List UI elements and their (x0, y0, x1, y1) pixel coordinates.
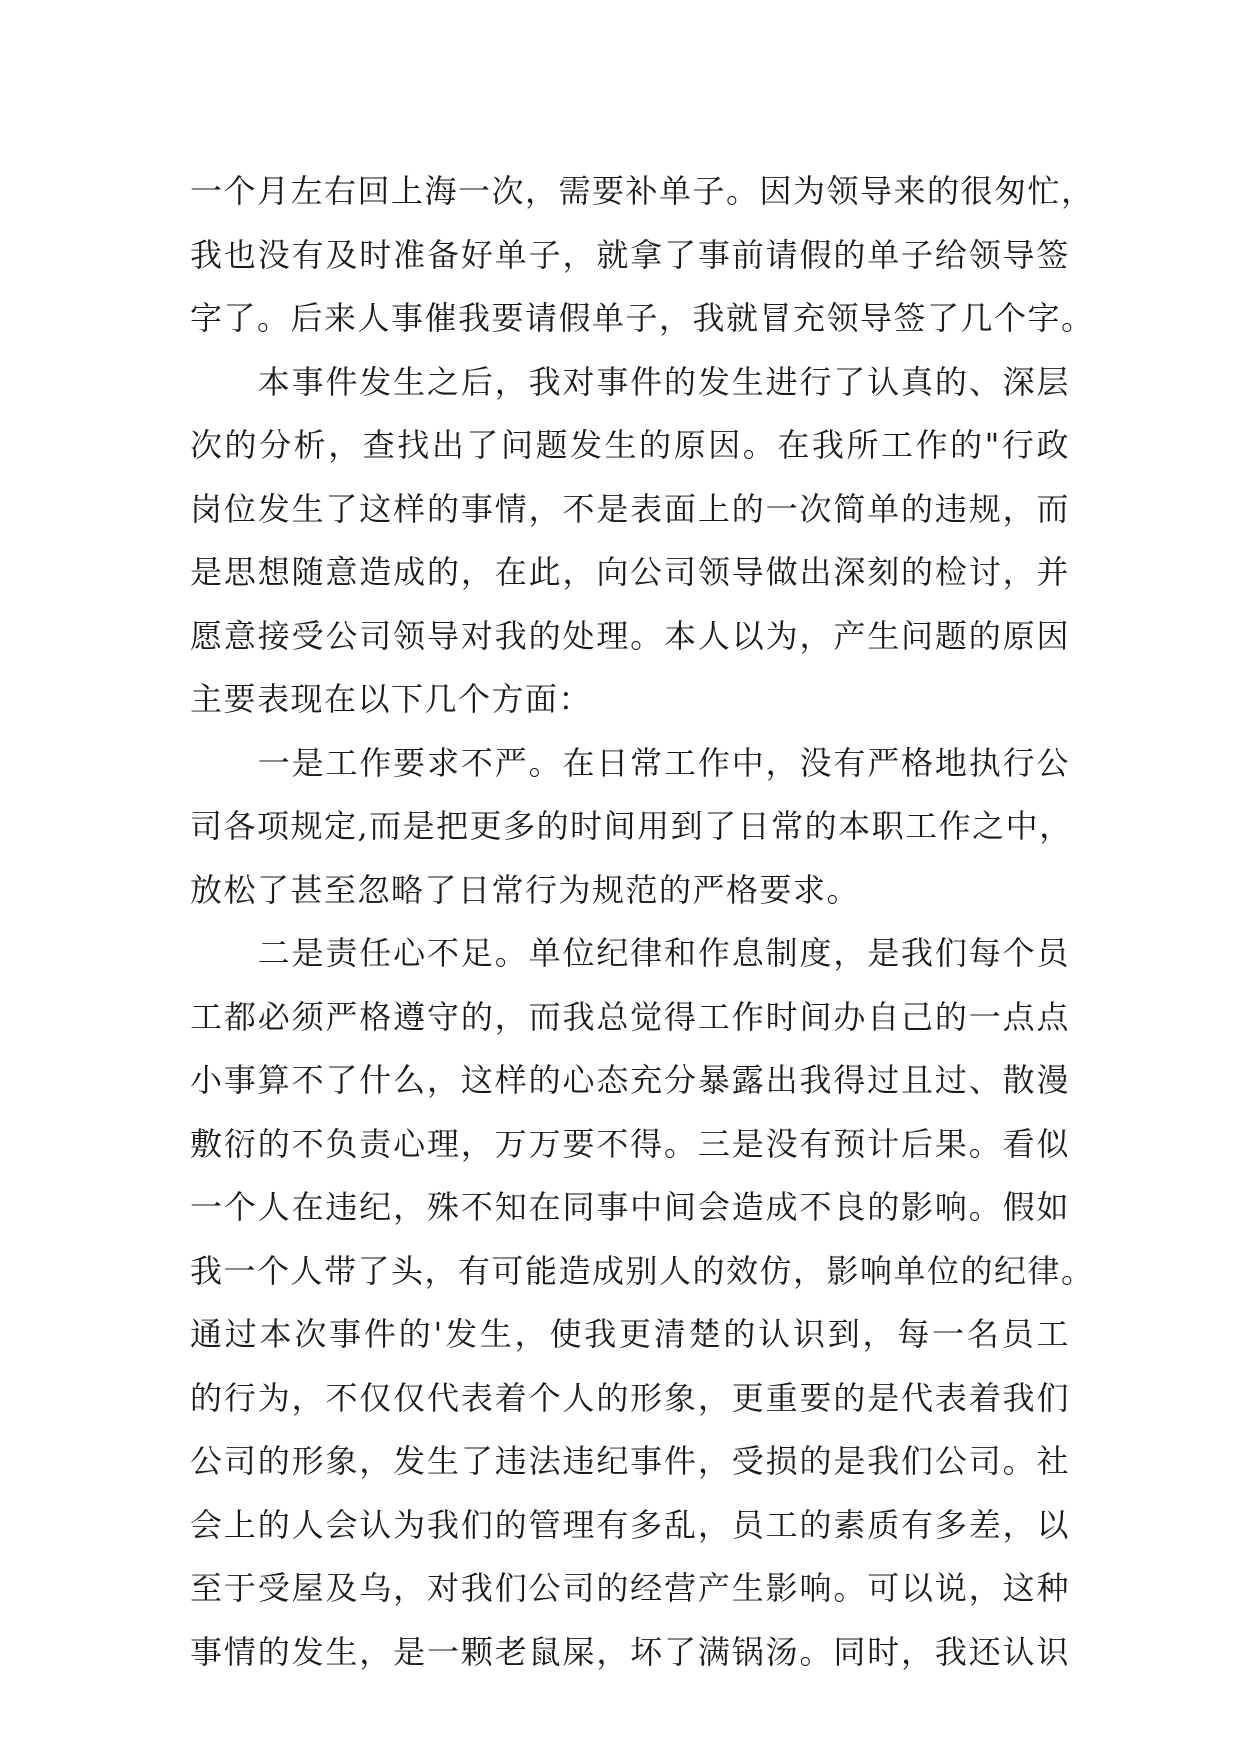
text-line: 是思想随意造成的，在此，向公司领导做出深刻的检讨，并 (190, 553, 1070, 591)
text-line: 放松了甚至忽略了日常行为规范的严格要求。 (190, 870, 861, 909)
text-line: 次的分析，查找出了问题发生的原因。在我所工作的"行政 (190, 426, 1070, 464)
text-line: 通过本次事件的'发生，使我更清楚的认识到，每一名员工 (190, 1315, 1070, 1353)
text-line: 会上的人会认为我们的管理有多乱，员工的素质有多差，以 (190, 1505, 1070, 1544)
text-line: 敷衍的不负责心理，万万要不得。三是没有预计后果。看似 (190, 1124, 1070, 1163)
text-line: 本事件发生之后，我对事件的发生进行了认真的、深层 (190, 362, 1070, 401)
text-line: 事情的发生，是一颗老鼠屎，坏了满锅汤。同时，我还认识 (190, 1632, 1070, 1671)
text-line: 的行为，不仅仅代表着个人的形象，更重要的是代表着我们 (190, 1378, 1070, 1417)
text-line: 愿意接受公司领导对我的处理。本人以为，产生问题的原因 (190, 616, 1070, 655)
text-line: 我一个人带了头，有可能造成别人的效仿，影响单位的纪律。 (190, 1251, 1095, 1290)
document-body (190, 160, 1095, 1684)
text-line: 一个人在违纪，殊不知在同事中间会造成不良的影响。假如 (190, 1188, 1070, 1226)
text-line: 岗位发生了这样的事情，不是表面上的一次简单的违规，而 (190, 489, 1070, 528)
text-line: 工都必须严格遵守的，而我总觉得工作时间办自己的一点点 (190, 997, 1070, 1036)
text-line: 司各项规定,而是把更多的时间用到了日常的本职工作之中， (190, 807, 1073, 845)
text-line: 一个月左右回上海一次，需要补单子。因为领导来的很匆忙， (190, 172, 1095, 210)
text-line: 字了。后来人事催我要请假单子，我就冒充领导签了几个字。 (190, 299, 1095, 337)
text-line: 二是责任心不足。单位纪律和作息制度，是我们每个员 (190, 934, 1070, 972)
text-line: 公司的形象，发生了违法违纪事件，受损的是我们公司。社 (190, 1442, 1070, 1480)
text-line: 小事算不了什么，这样的心态充分暴露出我得过且过、散漫 (190, 1061, 1070, 1099)
text-line: 一是工作要求不严。在日常工作中，没有严格地执行公 (190, 743, 1070, 782)
text-line: 主要表现在以下几个方面： (190, 680, 593, 718)
text-line: 至于受屋及乌，对我们公司的经营产生影响。可以说，这种 (190, 1569, 1070, 1607)
text-line: 我也没有及时准备好单子，就拿了事前请假的单子给领导签 (190, 235, 1070, 274)
